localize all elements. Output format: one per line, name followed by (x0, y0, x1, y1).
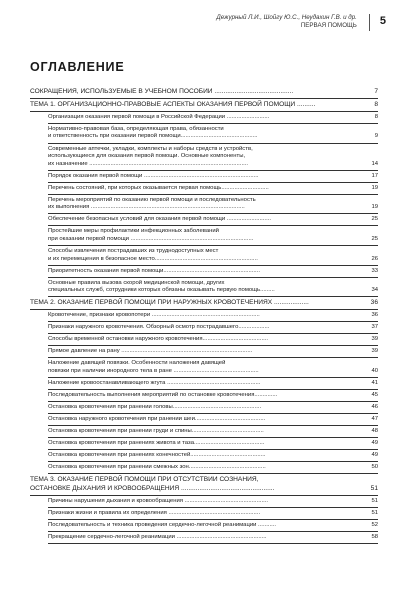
toc-subsection-entry (48, 322, 378, 334)
toc-subsection-entry (48, 438, 378, 450)
toc-section-entry (30, 297, 378, 310)
toc-subsection-entry (48, 414, 378, 426)
toc-subsection-entry (48, 520, 378, 532)
toc-entry-title: Наложение давящей повязки. Особенности наложения давящей повязки при наличии инородного тела в ране .................................................... (48, 360, 259, 374)
toc-entry-title: Обеспечение безопасных условий для оказания первой помощи ........................... (48, 216, 271, 223)
toc-entry-page: 41 (371, 379, 378, 386)
running-header (66, 14, 386, 31)
toc-entry-page: 39 (371, 348, 378, 355)
toc-entry-page: 52 (371, 521, 378, 528)
toc-entry-page: 17 (371, 172, 378, 179)
toc-section-entry (30, 86, 378, 99)
toc-entry-page: 51 (370, 484, 378, 492)
toc-entry-page: 36 (371, 312, 378, 319)
toc-entry-page: 25 (371, 216, 378, 223)
toc-subsection-entry (48, 496, 378, 508)
toc-entry-page: 7 (374, 88, 378, 95)
toc-entry-page: 39 (371, 336, 378, 343)
toc-subsection-entry (48, 334, 378, 346)
toc-entry-page: 40 (371, 367, 378, 374)
toc-entry-page: 49 (371, 452, 378, 459)
toc-section-entry (30, 474, 378, 495)
toc-subsection-entry (48, 378, 378, 390)
toc-entry-page: 51 (371, 497, 378, 504)
toc-subsection-entry (48, 183, 378, 195)
toc-entry-title: СОКРАЩЕНИЯ, ИСПОЛЬЗУЕМЫЕ В УЧЕБНОМ ПОСОБИИ ........................................... (30, 88, 294, 95)
toc-entry-page: 8 (374, 100, 378, 108)
toc-subsection-entry (48, 402, 378, 414)
toc-entry-page: 14 (371, 160, 378, 167)
toc-entry-page: 45 (371, 391, 378, 398)
toc-entry-title: Способы временной остановки наружного кровотечения........................................ (48, 336, 269, 343)
toc-entry-page: 49 (371, 440, 378, 447)
toc-entry-title: Остановка кровотечения при ранении груди и спины............................................ (48, 428, 264, 435)
toc-subsection-entry (48, 462, 378, 474)
toc-entry-page: 19 (371, 204, 378, 211)
toc-subsection-entry (48, 124, 378, 144)
toc-subsection-entry (48, 390, 378, 402)
toc-subsection-entry (48, 144, 378, 171)
header-book-title: ПЕРВАЯ ПОМОЩЬ (300, 22, 357, 30)
toc-subsection-entry (48, 214, 378, 226)
toc-entry-title: Остановка наружного кровотечения при ранении шеи........................................... (48, 416, 266, 423)
toc-subsection-entry (48, 426, 378, 438)
toc-entry-title: Прекращение сердечно-легочной реанимации ....................................................... (48, 533, 267, 540)
toc-subsection-entry (48, 226, 378, 246)
toc-subsection-entry (48, 266, 378, 278)
toc-section-entry (30, 99, 378, 112)
toc-title: ОГЛАВЛЕНИЕ (30, 60, 125, 74)
toc-entry-title: Приоритетность оказания первой помощи........................................................... (48, 267, 260, 274)
toc-entry-title: Современные аптечки, укладки, комплекты и наборы средств и устройств, использующиеся для оказания первой помощи. Основные компоненты, их назначение ................................................................................................. (48, 145, 253, 167)
toc-entry-page: 9 (374, 133, 378, 140)
toc-entry-title: Нормативно-правовая база, определяющая права, обязанности и ответственность при оказании первой помощи............................................... (48, 125, 258, 140)
table-of-contents (30, 86, 378, 544)
toc-entry-title: Причины нарушения дыхания и кровообращения ................................................... (48, 497, 269, 504)
toc-entry-title: Признаки жизни и правила их определения ........................................................ (48, 509, 261, 516)
toc-entry-title: Последовательность и техника проведения сердечно-легочной реанимации ........... (48, 521, 277, 528)
toc-entry-title: Перечень мероприятий по оказанию первой помощи и последовательность их выполнения .............................................................................................. (48, 196, 256, 211)
toc-entry-title: Порядок оказания первой помощи ...................................................................... (48, 172, 259, 179)
toc-subsection-entry (48, 508, 378, 520)
toc-entry-page: 36 (370, 299, 378, 307)
toc-subsection-entry (48, 278, 378, 298)
toc-subsection-entry (48, 112, 378, 124)
toc-entry-title: Простейшие меры профилактики инфекционных заболеваний при оказании первой помощи ........................................................................... (48, 228, 254, 242)
toc-entry-title: Остановка кровотечения при ранении смежных зон............................................... (48, 464, 266, 471)
toc-entry-page: 47 (371, 416, 378, 423)
toc-entry-page: 58 (371, 533, 378, 540)
toc-entry-title: ТЕМА 2. ОКАЗАНИЕ ПЕРВОЙ ПОМОЩИ ПРИ НАРУЖНЫХ КРОВОТЕЧЕНИЯХ ................... (30, 299, 309, 307)
toc-subsection-entry (48, 310, 378, 322)
toc-subsection-entry (48, 246, 378, 266)
toc-entry-page: 19 (371, 184, 378, 191)
toc-subsection-entry (48, 532, 378, 544)
toc-subsection-entry (48, 346, 378, 358)
toc-entry-page: 37 (371, 324, 378, 331)
toc-subsection-entry (48, 195, 378, 215)
toc-entry-title: Наложение кровоостанавливающего жгута ......................................................... (48, 379, 261, 386)
toc-entry-page: 48 (371, 428, 378, 435)
toc-entry-page: 26 (371, 255, 378, 262)
toc-entry-title: Организация оказания первой помощи в Российской Федерации .......................... (48, 113, 270, 120)
toc-entry-title: ТЕМА 1. ОРГАНИЗАЦИОННО-ПРАВОВЫЕ АСПЕКТЫ ОКАЗАНИЯ ПЕРВОЙ ПОМОЩИ .......... (30, 100, 316, 108)
toc-entry-title: Остановка кровотечения при ранении головы...................................................... (48, 404, 262, 411)
header-authors: Дежурный Л.И., Шойгу Ю.С., Неудахин Г.В. и др. (216, 14, 357, 21)
toc-entry-page: 33 (371, 267, 378, 274)
toc-entry-title: Прямое давление на рану ................................................................................ (48, 348, 253, 355)
toc-entry-title: Остановка кровотечения при ранениях конечностей.............................................. (48, 452, 266, 459)
toc-entry-page: 34 (371, 287, 378, 294)
toc-entry-title: ТЕМА 3. ОКАЗАНИЕ ПЕРВОЙ ПОМОЩИ ПРИ ОТСУТСТВИИ СОЗНАНИЯ, ОСТАНОВКЕ ДЫХАНИЯ И КРОВООБРАЩЕНИЯ ................................................... (30, 476, 275, 492)
toc-entry-page: 50 (371, 464, 378, 471)
toc-entry-title: Признаки наружного кровотечения. Обзорный осмотр пострадавшего................... (48, 324, 270, 331)
toc-entry-title: Кровотечение, признаки кровопотери .................................................................. (48, 312, 260, 319)
toc-entry-page: 46 (371, 404, 378, 411)
toc-entry-title: Основные правила вызова скорой медицинской помощи, других специальных служб, сотрудники которых обязаны оказывать первую помощь......... (48, 279, 275, 294)
toc-entry-title: Перечень состояний, при которых оказывается первая помощь............................. (48, 184, 269, 191)
toc-subsection-entry (48, 450, 378, 462)
toc-entry-page: 8 (374, 113, 378, 120)
page-number: 5 (379, 15, 386, 27)
running-header-text (216, 14, 369, 31)
toc-entry-page: 51 (371, 509, 378, 516)
toc-entry-title: Последовательность выполнения мероприятий по остановке кровотечения.............. (48, 391, 278, 398)
toc-entry-title: Остановка кровотечения при ранениях живота и таза........................................... (48, 440, 265, 447)
toc-entry-page: 25 (371, 235, 378, 242)
toc-subsection-entry (48, 171, 378, 183)
toc-entry-title: Способы извлечения пострадавших из труднодоступных мест и их перемещения в безопасное место............................................................... (48, 247, 258, 262)
toc-subsection-entry (48, 358, 378, 378)
